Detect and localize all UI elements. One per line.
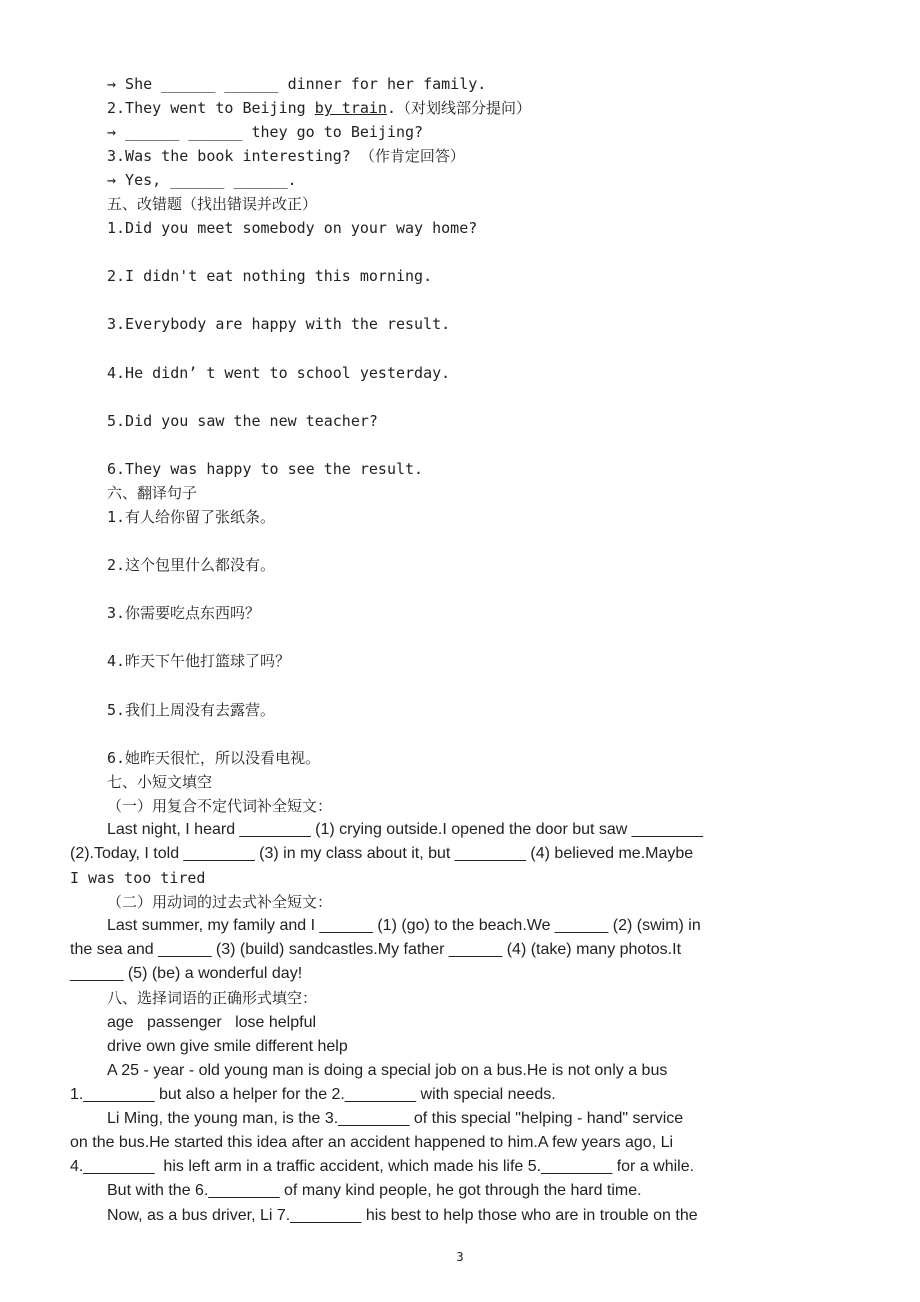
passage-line-5: 4.________ his left arm in a traffic accident, which made his life 5.________ for a while. [70,1158,695,1175]
passage-line-2: 1.________ but also a helper for the 2.________ with special needs. [70,1086,556,1103]
passage-line-3: Li Ming, the young man, is the 3.________ of this special "helping - hand" service [107,1110,684,1127]
answer-line-2: → ______ ______ they go to Beijing? [107,123,424,141]
part-1-line-1: Last night, I heard ________ (1) crying outside.I opened the door but saw ________ [107,821,703,838]
section-8-heading: 八、选择词语的正确形式填空： [107,989,318,1007]
error-item-5: 5.Did you saw the new teacher? [107,412,378,430]
section-5-heading: 五、改错题（找出错误并改正） [107,195,318,213]
word-bank-line-2: drive own give smile different help [107,1038,348,1055]
translate-item-3: 3.你需要吃点东西吗？ [107,604,261,622]
part-1-line-3: I was too tired [70,869,206,887]
section-7-heading: 七、小短文填空 [107,773,213,791]
translate-item-5: 5.我们上周没有去露营。 [107,701,276,719]
error-item-3: 3.Everybody are happy with the result. [107,315,451,333]
translate-item-2: 2.这个包里什么都没有。 [107,556,276,574]
part-2-line-1: Last summer, my family and I ______ (1) (go) to the beach.We ______ (2) (swim) in [107,917,701,934]
error-item-4: 4.He didn’ t went to school yesterday. [107,364,451,382]
error-item-1: 1.Did you meet somebody on your way home? [107,219,478,237]
question-2-underlined: by train [314,99,387,117]
section-7-part-1-heading: （一）用复合不定代词补全短文： [107,797,333,815]
passage-line-4: on the bus.He started this idea after an accident happened to him.A few years ago, Li [70,1134,674,1151]
error-item-2: 2.I didn't eat nothing this morning. [107,267,433,285]
question-2-pre: 2.They went to Beijing [107,99,315,117]
passage-line-6: But with the 6.________ of many kind people, he got through the hard time. [107,1182,642,1199]
question-2 [107,98,531,118]
answer-line-3: → Yes, ______ ______. [107,171,297,189]
part-1-line-2: (2).Today, I told ________ (3) in my class about it, but ________ (4) believed me.Maybe [70,845,694,862]
translate-item-1: 1.有人给你留了张纸条。 [107,508,276,526]
section-6-heading: 六、翻译句子 [107,484,198,502]
section-7-part-2-heading: （二）用动词的过去式补全短文： [107,893,333,911]
translate-item-4: 4.昨天下午他打篮球了吗？ [107,652,291,670]
passage-line-7: Now, as a bus driver, Li 7.________ his best to help those who are in trouble on the [107,1207,698,1224]
question-3: 3.Was the book interesting? （作肯定回答） [107,147,465,165]
part-2-line-2: the sea and ______ (3) (build) sandcastles.My father ______ (4) (take) many photos.It [70,941,682,958]
error-item-6: 6.They was happy to see the result. [107,460,424,478]
passage-line-1: A 25 - year - old young man is doing a special job on a bus.He is not only a bus [107,1062,668,1079]
question-2-post: .（对划线部分提问） [386,99,532,117]
translate-item-6: 6.她昨天很忙，所以没看电视。 [107,749,321,767]
part-2-line-3: ______ (5) (be) a wonderful day! [70,965,303,982]
answer-line-1: → She ______ ______ dinner for her family. [107,75,487,93]
word-bank-line-1: age passenger lose helpful [107,1014,317,1031]
page-number: 3 [456,1250,464,1264]
